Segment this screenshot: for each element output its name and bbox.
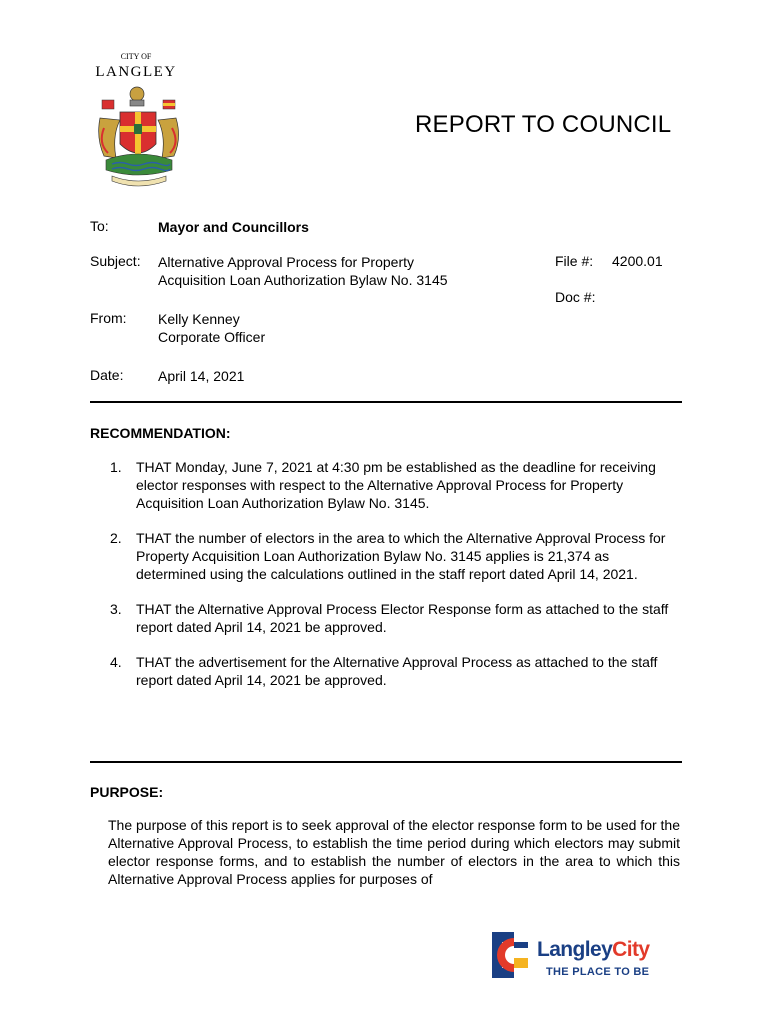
item-number: 3. [110,601,122,617]
divider-middle [90,761,682,763]
item-text: THAT the Alternative Approval Process Elector Response form as attached to the staff report dated April 14, 2021 be approved. [136,601,669,635]
subject-line-1: Alternative Approval Process for Property [158,254,415,270]
crest-top-text: CITY OF [120,52,152,61]
recommendation-item [110,653,670,689]
logo-word-city: City [612,938,650,961]
from-name: Kelly Kenney [158,311,240,327]
subject-label: Subject: [90,253,141,269]
recommendation-item [110,529,670,583]
doc-label: Doc #: [555,289,596,305]
item-text: THAT Monday, June 7, 2021 at 4:30 pm be established as the deadline for receiving elector responses with respect to the Alternative Approval Process for Property Acquisition Loan Authorization Bylaw No. 3145. [136,459,656,511]
item-number: 4. [110,654,122,670]
purpose-heading: PURPOSE: [90,784,164,800]
to-label: To: [90,218,109,234]
item-text: THAT the number of electors in the area to which the Alternative Approval Process for Property Acquisition Loan Authorization Bylaw No. 3145 applies is 21,374 as determined using the calculations outlined in the staff report dated April 14, 2021. [136,530,666,582]
item-text: THAT the advertisement for the Alternative Approval Process as attached to the staff report dated April 14, 2021 be approved. [136,654,658,688]
purpose-paragraph: The purpose of this report is to seek approval of the elector response form to be used for the Alternative Approval Process, to establish the time period during which electors may submit elector response forms, and to establish the number of electors in the area to which this Alternative Approval Process applies for purposes of [108,817,680,887]
report-title: REPORT TO COUNCIL [415,111,672,138]
from-title: Corporate Officer [158,329,266,345]
logo-word-langley: Langley [537,938,613,961]
file-label: File #: [555,253,594,269]
logo-tagline: THE PLACE TO BE [546,966,650,978]
subject-line-2: Acquisition Loan Authorization Bylaw No. 3145 [158,272,448,288]
from-label: From: [90,310,127,326]
crest-name-text: LANGLEY [95,64,177,80]
item-number: 1. [110,459,122,475]
city-crest-logo [90,48,190,196]
item-number: 2. [110,530,122,546]
logo-wordmark [537,938,649,962]
recommendation-heading: RECOMMENDATION: [90,425,231,441]
recommendation-item [110,458,670,512]
divider-top [90,401,682,403]
to-value: Mayor and Councillors [158,219,309,235]
file-value: 4200.01 [612,253,663,269]
date-value: April 14, 2021 [158,368,245,384]
recommendation-item [110,600,670,636]
date-label: Date: [90,367,124,383]
recommendation-list [110,458,670,706]
